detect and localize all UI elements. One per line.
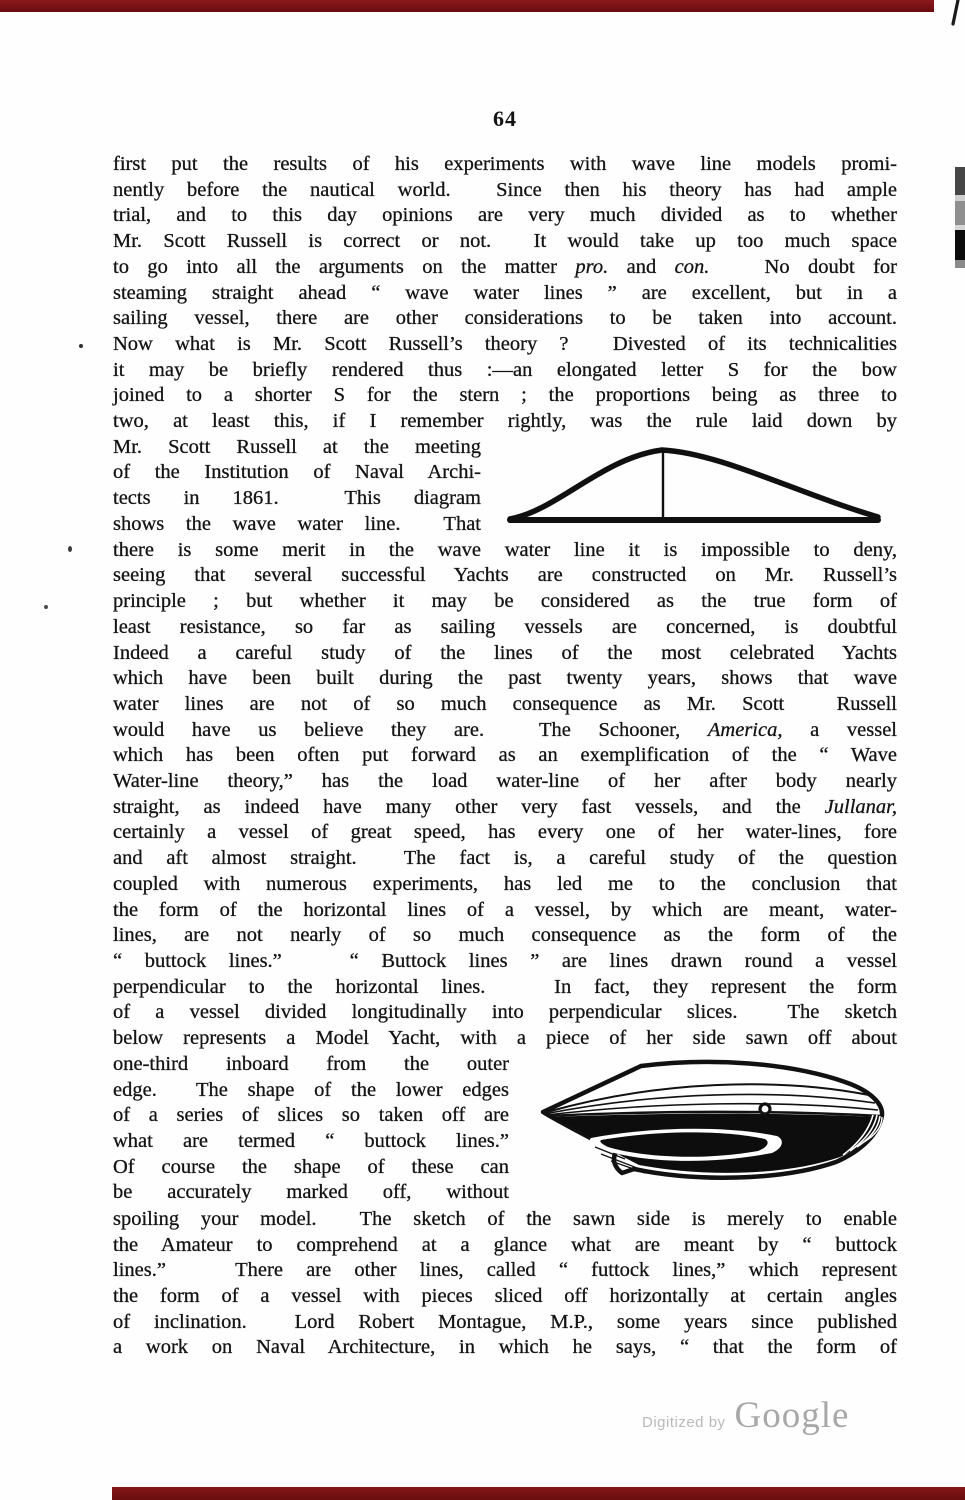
text-line: lines.” There are other lines, called “ futtock lines,” which represent [113,1259,897,1282]
text-line: the form of a vessel with pieces sliced off horizontally at certain angles [113,1284,897,1307]
text-line: and aft almost straight. The fact is, a careful study of the question [113,847,897,870]
text-line: coupled with numerous experiments, has led me to the conclusion that [113,872,897,895]
text-line: two, at least this, if I remember rightly, was the rule laid down by [113,410,897,433]
text-column-beside-yacht [113,1052,509,1206]
paragraph-block-2 [113,538,897,1052]
text-line: it may be briefly rendered thus :—an elongated letter S for the bow [113,358,897,381]
text-line: edge. The shape of the lower edges [113,1078,509,1101]
model-yacht-figure [537,1055,893,1191]
yacht-sketch-row [113,1052,897,1207]
text-line: one-third inboard from the outer [113,1052,509,1075]
book-binding-edge-bottom [112,1487,965,1500]
text-line: below represents a Model Yacht, with a piece of her side sawn off about [113,1027,897,1050]
text-line: would have us believe they are. The Schooner, America, a vessel [113,718,897,741]
text-line: water lines are not of so much consequence as Mr. Scott Russell [113,692,897,715]
text-line: the form of the horizontal lines of a vessel, by which are meant, water- [113,898,897,921]
text-line: Mr. Scott Russell at the meeting [113,435,481,458]
google-logo: Google [734,1395,850,1436]
text-line: shows the wave water line. That [113,512,481,535]
text-line: joined to a shorter S for the stern ; the proportions being as three to [113,384,897,407]
page-number: 64 [493,106,517,131]
text-line: Of course the shape of these can [113,1155,509,1178]
text-line: perpendicular to the horizontal lines. In fact, they represent the form [113,975,897,998]
scan-speck [44,605,48,609]
wave-diagram-row [113,435,897,538]
paragraph-block-3 [113,1207,897,1361]
watermark [642,1394,849,1437]
text-line: to go into all the arguments on the matter pro. and con. No doubt for [113,255,897,278]
text-line: trial, and to this day opinions are very much divided as to whether [113,204,897,227]
text-line: lines, are not nearly of so much consequence as the form of the [113,924,897,947]
text-line: of the Institution of Naval Archi- [113,461,481,484]
text-line: Mr. Scott Russell is correct or not. It would take up too much space [113,230,897,253]
text-line: straight, as indeed have many other very fast vessels, and the Jullanar, [113,795,897,818]
text-line: seeing that several successful Yachts are constructed on Mr. Russell’s [113,564,897,587]
text-line: of inclination. Lord Robert Montague, M.P., some years since published [113,1310,897,1333]
watermark-prefix: Digitized by [642,1414,726,1431]
text-line: Indeed a careful study of the lines of the most celebrated Yachts [113,641,897,664]
text-line: tects in 1861. This diagram [113,487,481,510]
text-line: which has been often put forward as an exemplification of the “ Wave [113,744,897,767]
wave-water-line-figure [506,436,882,526]
text-line: what are termed “ buttock lines.” [113,1129,509,1152]
text-line: there is some merit in the wave water line it is impossible to deny, [113,538,897,561]
text-line: Water-line theory,” has the load water-line of her after body nearly [113,770,897,793]
text-column-beside-wave [113,435,481,538]
text-line: steaming straight ahead “ wave water lines ” are excellent, but in a [113,281,897,304]
scan-artifact-right-edge [955,167,965,268]
text-line: certainly a vessel of great speed, has every one of her water-lines, fore [113,821,897,844]
text-line: of a series of slices so taken off are [113,1104,509,1127]
text-line: sailing vessel, there are other considerations to be taken into account. [113,307,897,330]
text-line: of a vessel divided longitudinally into perpendicular slices. The sketch [113,1001,897,1024]
scan-speck [68,546,72,552]
text-line: be accurately marked off, without [113,1181,509,1204]
text-line: which have been built during the past twenty years, shows that wave [113,667,897,690]
book-binding-edge-top [0,0,934,12]
text-line: “ buttock lines.” “ Buttock lines ” are lines drawn round a vessel [113,949,897,972]
paragraph-block-1 [113,152,897,435]
text-line: spoiling your model. The sketch of the sawn side is merely to enable [113,1207,897,1230]
text-line: principle ; but whether it may be considered as the true form of [113,590,897,613]
scan-speck [79,344,83,348]
text-line: first put the results of his experiments with wave line models promi- [113,153,897,175]
text-line: a work on Naval Architecture, in which he says, “ that the form of [113,1336,897,1359]
text-line: nently before the nautical world. Since then his theory has had ample [113,178,897,201]
scan-artifact-corner-mark [948,0,962,28]
text-line: the Amateur to comprehend at a glance what are meant by “ buttock [113,1233,897,1256]
text-line: Now what is Mr. Scott Russell’s theory ? Divested of its technicalities [113,332,897,355]
page-content [113,152,897,1361]
text-line: least resistance, so far as sailing vessels are concerned, is doubtful [113,615,897,638]
